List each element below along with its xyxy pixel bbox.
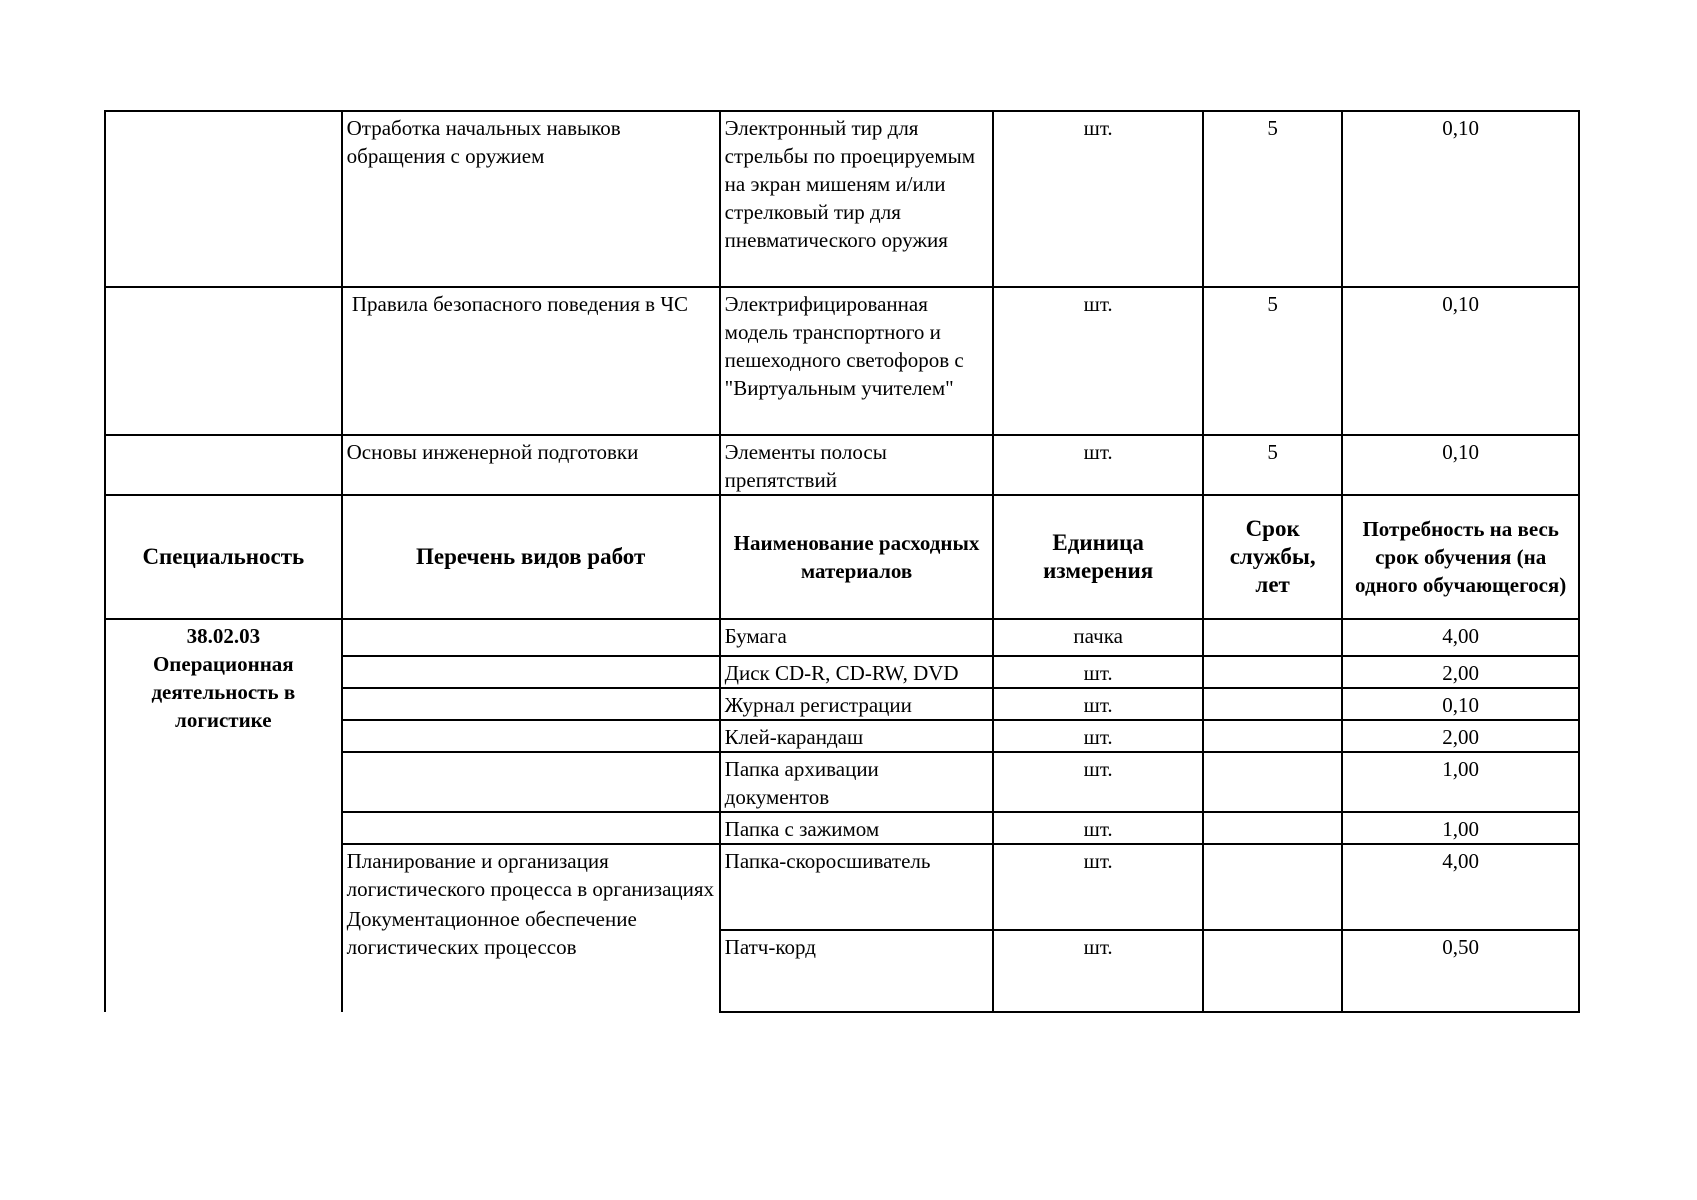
material-cell: Журнал регистрации <box>720 688 994 720</box>
term-cell <box>1203 752 1342 812</box>
term-cell <box>1203 812 1342 844</box>
specialty-name: Операционная деятельность в логистике <box>151 652 296 732</box>
need-cell: 0,10 <box>1342 688 1579 720</box>
work-cell <box>342 720 720 752</box>
header-specialty: Специальность <box>105 495 342 619</box>
need-cell: 0,10 <box>1342 111 1579 287</box>
unit-cell: шт. <box>993 752 1203 812</box>
table-row <box>105 435 1579 495</box>
materials-table <box>104 110 1580 1013</box>
unit-cell: шт. <box>993 688 1203 720</box>
unit-cell: шт. <box>993 435 1203 495</box>
work-item: Документационное обеспечение логистических процессов <box>346 907 637 959</box>
term-cell <box>1203 688 1342 720</box>
work-cell <box>342 812 720 844</box>
work-cell <box>342 619 720 656</box>
need-cell: 1,00 <box>1342 812 1579 844</box>
material-cell: Клей-карандаш <box>720 720 994 752</box>
specialty-code: 38.02.03 <box>186 624 261 648</box>
header-need: Потребность на весь срок обучения (на одного обучающегося) <box>1342 495 1579 619</box>
need-cell: 0,50 <box>1342 930 1579 1012</box>
need-cell: 4,00 <box>1342 619 1579 656</box>
specialty-cell <box>105 287 342 435</box>
header-materials: Наименование расходных материалов <box>720 495 994 619</box>
work-cell <box>342 656 720 688</box>
material-cell: Папка-скоросшиватель <box>720 844 994 930</box>
term-cell <box>1203 656 1342 688</box>
unit-cell: пачка <box>993 619 1203 656</box>
specialty-cell <box>105 111 342 287</box>
header-term: Срок службы, лет <box>1203 495 1342 619</box>
equipment-cell: Электрифицированная модель транспортного и пешеходного светофоров с "Виртуальным учителем" <box>720 287 994 435</box>
specialty-cell <box>105 619 342 1012</box>
work-cell <box>342 752 720 812</box>
header-works: Перечень видов работ <box>342 495 720 619</box>
work-item: Планирование и организация логистического процесса в организациях <box>346 849 715 901</box>
need-cell: 4,00 <box>1342 844 1579 930</box>
unit-cell: шт. <box>993 720 1203 752</box>
work-cell: Основы инженерной подготовки <box>342 435 720 495</box>
material-cell: Папка с зажимом <box>720 812 994 844</box>
work-cell: Правила безопасного поведения в ЧС <box>342 287 720 435</box>
term-cell <box>1203 930 1342 1012</box>
header-unit: Единица измерения <box>993 495 1203 619</box>
unit-cell: шт. <box>993 930 1203 1012</box>
need-cell: 0,10 <box>1342 287 1579 435</box>
unit-cell: шт. <box>993 656 1203 688</box>
need-cell: 2,00 <box>1342 720 1579 752</box>
table-row <box>105 619 1579 656</box>
equipment-cell: Электронный тир для стрельбы по проецируемым на экран мишеням и/или стрелковый тир для пневматического оружия <box>720 111 994 287</box>
material-cell: Диск CD-R, CD-RW, DVD <box>720 656 994 688</box>
need-cell: 0,10 <box>1342 435 1579 495</box>
term-cell: 5 <box>1203 111 1342 287</box>
table-header-row <box>105 495 1579 619</box>
material-cell: Папка архивации документов <box>720 752 994 812</box>
unit-cell: шт. <box>993 844 1203 930</box>
table-row <box>105 287 1579 435</box>
material-cell: Патч-корд <box>720 930 994 1012</box>
work-cell <box>342 844 720 1012</box>
unit-cell: шт. <box>993 287 1203 435</box>
work-cell <box>342 688 720 720</box>
unit-cell: шт. <box>993 812 1203 844</box>
equipment-cell: Элементы полосы препятствий <box>720 435 994 495</box>
term-cell: 5 <box>1203 435 1342 495</box>
document-page <box>104 110 1580 1013</box>
term-cell <box>1203 619 1342 656</box>
material-cell: Бумага <box>720 619 994 656</box>
term-cell <box>1203 720 1342 752</box>
table-row <box>105 111 1579 287</box>
specialty-cell <box>105 435 342 495</box>
unit-cell: шт. <box>993 111 1203 287</box>
work-cell: Отработка начальных навыков обращения с оружием <box>342 111 720 287</box>
need-cell: 1,00 <box>1342 752 1579 812</box>
term-cell <box>1203 844 1342 930</box>
term-cell: 5 <box>1203 287 1342 435</box>
need-cell: 2,00 <box>1342 656 1579 688</box>
